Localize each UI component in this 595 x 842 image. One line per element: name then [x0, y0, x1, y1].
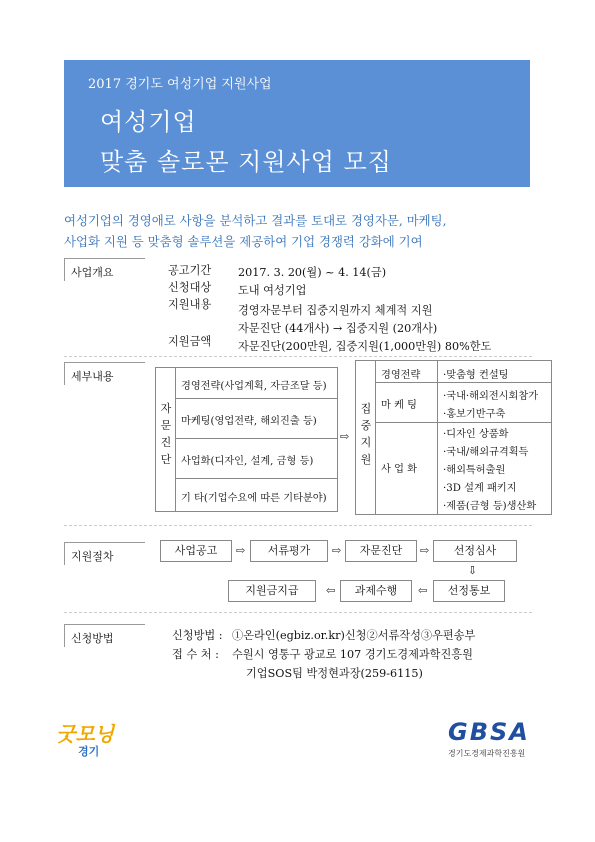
intensive-item: ·국내/해외규격획득 — [443, 447, 529, 458]
arrow-right-icon: ⇨ — [340, 430, 350, 443]
step-document-review: 서류평가 — [250, 540, 328, 562]
banner-subtitle: 2017 경기도 여성기업 지원사업 — [88, 77, 272, 92]
banner-title-line2: 맞춤 솔로몬 지원사업 모집 — [100, 148, 392, 176]
intro-text — [64, 210, 544, 252]
step-advisory-diagnosis: 자문진단 — [345, 540, 417, 562]
intensive-group-commercialization: 사 업 화 — [381, 464, 417, 475]
step-project-execution: 과제수행 — [340, 580, 412, 602]
intensive-name-column — [376, 360, 438, 515]
intensive-item: ·3D 설계 패키지 — [443, 483, 517, 494]
arrow-left-icon: ⇦ — [418, 584, 428, 597]
intensive-item: ·맞춤형 컨설팅 — [443, 370, 509, 381]
advisory-row-line — [176, 478, 338, 479]
arrow-left-icon: ⇦ — [326, 584, 336, 597]
divider — [64, 356, 532, 357]
intensive-group-marketing: 마 케 팅 — [381, 400, 417, 411]
amount-value: 자문진단(200만원, 집중지원(1,000만원) 80%한도 — [238, 340, 492, 353]
receipt-address: 수원시 영통구 광교로 107 경기도경제과학진흥원 — [232, 648, 473, 661]
target-value: 도내 여성기업 — [238, 284, 307, 297]
gbsa-logo-text: 경기도경제과학진흥원 — [448, 749, 526, 758]
gbsa-logo — [448, 718, 530, 759]
apply-heading: 신청방법 — [64, 624, 145, 647]
step-announcement: 사업공고 — [160, 540, 232, 562]
banner-title-line1: 여성기업 — [100, 108, 197, 136]
intensive-item: ·해외특허출원 — [443, 465, 506, 476]
receipt-label: 접 수 처 : — [172, 648, 219, 661]
method-value: ①온라인(egbiz.or.kr)신청②서류작성③우편송부 — [232, 629, 476, 642]
advisory-item-commercialization: 사업화(디자인, 설계, 금형 등) — [181, 456, 314, 467]
intro-line2: 사업화 지원 등 맞춤형 솔루션을 제공하여 기업 경쟁력 강화에 기여 — [64, 234, 423, 249]
content-value1: 경영자문부터 집중지원까지 체계적 지원 — [238, 304, 433, 317]
advisory-item-strategy: 경영전략(사업계획, 자금조달 등) — [181, 381, 327, 392]
advisory-item-other: 기 타(기업수요에 따른 기타분야) — [181, 493, 327, 504]
procedure-heading: 지원절차 — [64, 542, 145, 565]
period-value: 2017. 3. 20(월) ~ 4. 14(금) — [238, 266, 387, 279]
advisory-row-line — [176, 438, 338, 439]
arrow-right-icon: ⇨ — [420, 544, 430, 557]
period-label: 공고기간 — [168, 264, 212, 277]
step-grant-payment: 지원금지급 — [228, 580, 316, 602]
intro-line1: 여성기업의 경영애로 사항을 분석하고 결과를 토대로 경영자문, 마케팅, — [64, 213, 447, 228]
arrow-down-icon: ⇩ — [468, 564, 478, 577]
advisory-vertical-label: 자 문 진 단 — [160, 402, 172, 466]
content-value2: 자문진단 (44개사) → 집중지원 (20개사) — [238, 322, 438, 335]
intensive-row-line — [376, 422, 552, 423]
method-label: 신청방법 : — [172, 629, 223, 642]
intensive-row-line — [376, 382, 552, 383]
intensive-item: ·제품(금형 등)생산화 — [443, 501, 537, 512]
gyeonggi-logo-mark: 굿모닝 — [56, 722, 114, 746]
target-label: 신청대상 — [168, 281, 212, 294]
divider — [64, 525, 532, 526]
intensive-item: ·홍보기반구축 — [443, 409, 506, 420]
details-heading: 세부내용 — [64, 362, 145, 385]
title-banner — [64, 60, 530, 187]
overview-heading: 사업개요 — [64, 258, 145, 281]
amount-label: 지원금액 — [168, 335, 212, 348]
gyeonggi-logo-text: 경기 — [78, 745, 100, 758]
gbsa-logo-mark: GBSA — [448, 718, 530, 746]
receipt-contact: 기업SOS팀 박정현과장(259-6115) — [246, 667, 423, 680]
step-selection-review: 선정심사 — [433, 540, 517, 562]
intensive-group-strategy: 경영전략 — [381, 370, 421, 381]
intensive-item: ·디자인 상품화 — [443, 429, 509, 440]
advisory-item-marketing: 마케팅(영업전략, 해외진출 등) — [181, 416, 317, 427]
divider — [64, 612, 532, 613]
advisory-row-line — [176, 398, 338, 399]
intensive-vertical-label: 집 중 지 원 — [360, 402, 372, 466]
gyeonggi-logo — [56, 718, 114, 759]
content-label: 지원내용 — [168, 298, 212, 311]
arrow-right-icon: ⇨ — [332, 544, 342, 557]
step-selection-notice: 선정통보 — [433, 580, 505, 602]
intensive-item: ·국내·해외전시회참가 — [443, 391, 539, 402]
arrow-right-icon: ⇨ — [236, 544, 246, 557]
